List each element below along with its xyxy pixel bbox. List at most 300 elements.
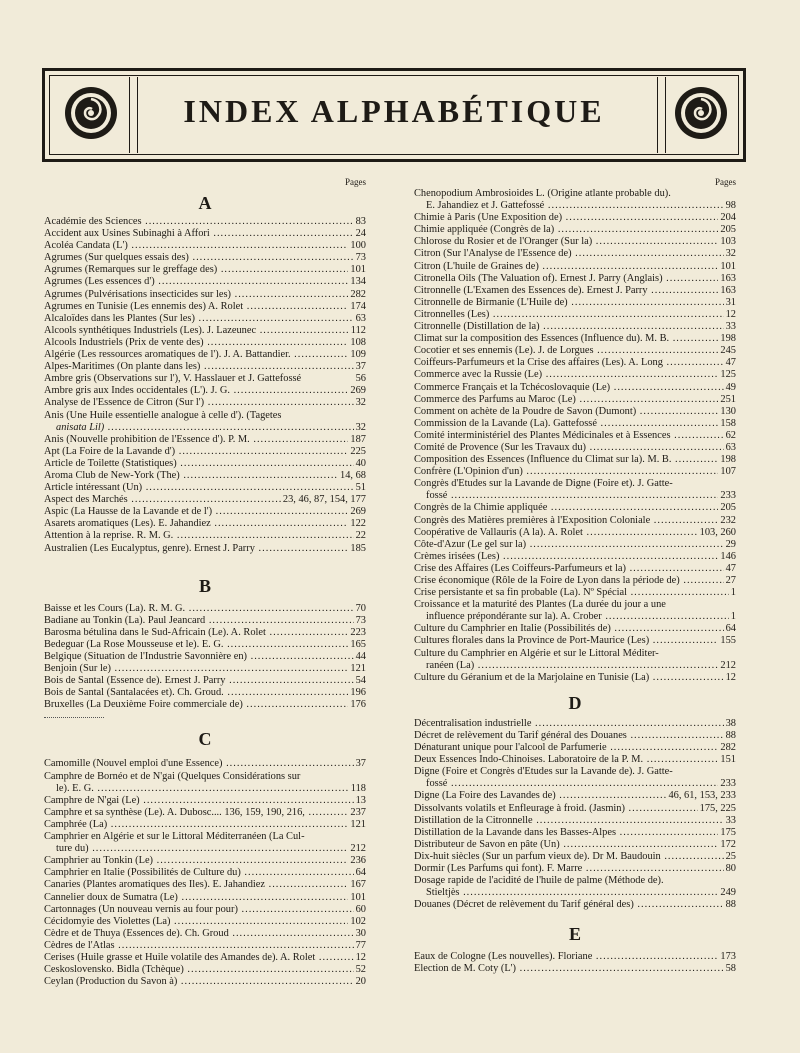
entry-title: influence prépondérante sur la). A. Crober ..... [414,611,729,623]
index-entry [44,904,366,916]
page-number: 1 [730,587,736,599]
index-entry [414,587,736,599]
index-entry [414,454,736,466]
entry-title: Barosma bétulina dans le Sud-Africain (Le). A. Rolet ..... [44,627,348,639]
index-entry [44,422,366,434]
entry-title: Congrès des Matières premières à l'Exposition Coloniale ..... [414,515,718,527]
page-number: 20 [355,976,366,988]
page-number: 130 [720,405,736,417]
entry-title: Académie des Sciences ..... [44,216,354,228]
index-entry [44,916,366,928]
section-c-continued-entries [414,188,736,684]
index-entry [44,663,366,675]
page-number: 158 [720,417,736,429]
page-number: 102 [350,915,366,927]
entry-title: Décentralisation industrielle ..... [414,718,724,730]
page-number: 56 [355,373,366,385]
entry-title: Bois de Santal (Santalacées et). Ch. Groud. ..... [44,687,348,699]
index-entry-first-line: Camphre de Bornéo et de N'gai (Quelques Considérations sur [44,770,301,782]
entry-title: Benjoin (Sur le) ..... [44,663,348,675]
page-number: 40 [355,457,366,469]
index-entry [44,506,366,518]
index-entry [414,418,736,430]
page-number: 101 [350,264,366,276]
entry-title: ture du) ..... [44,843,348,855]
index-entry [414,887,736,899]
index-entry [44,952,366,964]
page-number: 29 [725,538,736,550]
index-entry [414,575,736,587]
entry-title: Crise persistante et sa fin probable (La). Nº Spécial ..... [414,587,729,599]
page-number: 204 [720,212,736,224]
page-number: 33 [725,321,736,333]
index-entry [414,248,736,260]
index-entry-first-line: Ambre gris (Observations sur l'), V. Hasslauer et J. Gattefossé 56 [44,373,366,385]
page-number: 118 [350,782,366,794]
section-e-entries [414,951,736,975]
entry-title: Commerce des Parfums au Maroc (Le) ..... [414,394,718,406]
entry-title: Ceylan (Production du Savon à) ..... [44,976,354,988]
entry-title: Camphrier en Italie (Possibilités de Culture du) ..... [44,867,354,879]
entry-title: E. Jahandiez et J. Gattefossé ..... [414,200,724,212]
page-number: 12 [355,951,366,963]
page-number: 225 [350,445,366,457]
index-entry [44,964,366,976]
index-entry [44,361,366,373]
entry-title: Apt (La Foire de la Lavande d') ..... [44,446,348,458]
entry-title: Citronnelle (Distillation de la) ..... [414,321,724,333]
page-number: 38 [725,717,736,729]
index-entry [414,309,736,321]
index-entry [414,200,736,212]
page-number: 121 [350,663,366,675]
entry-title: Citronella Oils (The Valuation of). Ernest J. Parry (Anglais) ..... [414,273,718,285]
page-number: 1 [730,611,736,623]
index-entry [44,892,366,904]
entry-title: Camphrier au Tonkin (Le) ..... [44,855,348,867]
index-entry [44,867,366,879]
index-entry [44,758,366,770]
entry-title: Agrumes (Remarques sur le greffage des) ..... [44,264,348,276]
index-entry [414,563,736,575]
index-entry [414,285,736,297]
entry-title: Alcools Industriels (Prix de vente des) ..... [44,337,348,349]
right-column [414,176,736,976]
index-entry [44,687,366,699]
entry-title: Baisse et les Cours (La). R. M. G. ..... [44,603,354,615]
index-entry [414,863,736,875]
index-entry [414,297,736,309]
entry-title: Camphre de N'gai (Le) ..... [44,795,354,807]
entry-title: Cécidomyie des Violettes (La) ..... [44,916,348,928]
entry-title: Chlorose du Rosier et de l'Oranger (Sur la) ..... [414,236,718,248]
page-number: 98 [725,200,736,212]
index-entry [414,406,736,418]
entry-title: Côte-d'Azur (Le gel sur la) ..... [414,539,724,551]
page-number: 51 [355,482,366,494]
index-entry [44,228,366,240]
index-entry [414,551,736,563]
index-entry [414,357,736,369]
entry-title: Coopérative de Vallauris (A la). A. Rolet ..... [414,527,698,539]
page-number: 32 [355,421,366,433]
entry-title: anisata Lil) ..... [44,422,354,434]
page-number: 37 [355,758,366,770]
index-entry [414,515,736,527]
page-number: 103, 260 [699,526,736,538]
page-number: 198 [720,333,736,345]
index-entry [44,470,366,482]
index-entry [44,349,366,361]
entry-title: Agrumes en Tunisie (Les ennemis des) A. Rolet ..... [44,301,348,313]
index-entry-first-line: Culture du Camphrier en Algérie et sur le Littoral Méditer- [414,647,659,659]
page-number: 212 [350,843,366,855]
page-number: 282 [720,742,736,754]
page-number: 101 [350,891,366,903]
entry-title: Citron (L'huile de Graines de) ..... [414,261,718,273]
entry-title: Anis (Nouvelle prohibition de l'Essence d'). P. M. ..... [44,434,348,446]
page-number: 163 [720,272,736,284]
entry-title: Confrère (L'Opinion d'un) ..... [414,466,718,478]
page-number: 165 [350,638,366,650]
index-entry [44,615,366,627]
page-title: INDEX ALPHABÉTIQUE [183,93,605,129]
entry-title: Coiffeurs-Parfumeurs et la Crise des affaires (Les). A. Long ..... [414,357,724,369]
page-number: 269 [350,506,366,518]
entry-title: Attention à la reprise. R. M. G. ..... [44,530,354,542]
index-entry [44,928,366,940]
page-number: 52 [355,964,366,976]
index-entry [414,321,736,333]
index-entry [44,879,366,891]
page-number: 172 [720,838,736,850]
entry-title: Comité de Provence (Sur les Travaux du) ..... [414,442,724,454]
index-entry [414,790,736,802]
page-number: 269 [350,385,366,397]
index-entry [414,466,736,478]
title-frame [42,68,746,162]
index-entry [414,333,736,345]
section-letter-d: D [568,692,582,713]
index-entry [414,899,736,911]
page-number: 64 [725,623,736,635]
page-number: 27 [725,575,736,586]
page-number: 80 [725,862,736,874]
entry-title: Dormir (Les Parfums qui font). F. Marre ..... [414,863,724,875]
entry-title: Cèdre et de Thuya (Essences de). Ch. Groud ..... [44,928,354,940]
entry-title: Citronnelles (Les) ..... [414,309,724,321]
page-number: 109 [350,349,366,361]
entry-title: Algérie (Les ressources aromatiques de l'). J. A. Battandier. ..... [44,349,348,361]
page-number: 88 [725,899,736,911]
index-entry [44,325,366,337]
index-entry [414,742,736,754]
entry-title: Agrumes (Sur quelques essais des) ..... [44,252,354,264]
page-number: 47 [725,357,736,369]
page-number: 205 [720,502,736,514]
page-number: 223 [350,626,366,638]
entry-title: ranéen (La) ..... [414,660,718,672]
page-number: 30 [355,927,366,939]
entry-title: Agrumes (Les essences d') ..... [44,276,348,288]
entry-title: Congrès de la Chimie appliquée ..... [414,502,718,514]
page-number: 64 [355,867,366,879]
page-number: 32 [725,248,736,260]
index-entry [414,963,736,975]
section-letter-c: C [198,729,212,750]
index-entry [414,442,736,454]
index-entry [44,240,366,252]
entry-title: Citron (Sur l'Analyse de l'Essence de) ..... [414,248,724,260]
page-number: 13 [355,794,366,806]
section-letter-e: E [568,924,581,945]
entry-title: Ceskoslovensko. Bidla (Tchèque) ..... [44,964,354,976]
entry-title: Distributeur de Savon en pâte (Un) ..... [414,839,718,851]
entry-title: Badiane au Tonkin (La). Paul Jeancard ..... [44,615,354,627]
entry-title: Cerises (Huile grasse et Huile volatile des Amandes de). A. Rolet ..... [44,952,354,964]
page-number: 70 [355,602,366,614]
entry-title: Camphrée (La) ..... [44,819,348,831]
section-b-entries [44,603,366,712]
page-number: 282 [350,288,366,300]
page-number: 60 [355,903,366,915]
page-number: 245 [720,345,736,357]
page-number: 146 [720,550,736,562]
index-entry [44,337,366,349]
index-entry [414,623,736,635]
page-number: 233 [720,490,736,502]
index-entry [414,730,736,742]
entry-title: Distillation de la Lavande dans les Basses-Alpes ..... [414,827,718,839]
page-number: 12 [725,308,736,320]
index-entry [44,783,366,795]
pages-header: Pages [345,177,366,187]
page-number: 63 [725,441,736,453]
index-entry [44,627,366,639]
index-entry [44,434,366,446]
index-entry [44,301,366,313]
pages-header: Pages [715,177,736,187]
page-number: 175 [720,826,736,838]
entry-title: Cartonnages (Un nouveau vernis au four pour) ..... [44,904,354,916]
entry-title: Comité interministériel des Plantes Médicinales et à Essences ..... [414,430,724,442]
page-number: 196 [350,687,366,699]
entry-title: Aroma Club de New-York (The) ..... [44,470,338,482]
index-entry [44,264,366,276]
index-entry-first-line: Digne (Foire et Congrès d'Etudes sur la Lavande de). J. Gatte- [414,766,673,778]
entry-title: Cèdres de l'Atlas ..... [44,940,354,952]
page-number: 174 [350,300,366,312]
entry-title: Crèmes irisées (Les) ..... [414,551,718,563]
page-number: 25 [725,850,736,862]
section-c-entries [44,758,366,988]
index-entry [44,543,366,555]
page-number: 175, 225 [699,802,736,814]
page-number: 49 [725,381,736,393]
index-entry [44,530,366,542]
entry-title: Décret de relèvement du Tarif général des Douanes ..... [414,730,724,742]
index-entry [414,951,736,963]
page-number: 173 [720,951,736,963]
page-number: 233 [720,778,736,790]
page-number: 134 [350,276,366,288]
index-entry [44,252,366,264]
page-number: 125 [720,369,736,381]
page-number: 23, 46, 87, 154, 177 [282,494,366,506]
index-entry [44,289,366,301]
section-letter-a: A [198,193,212,213]
index-entry [44,313,366,325]
entry-title: fossé ..... [414,490,718,502]
page-number: 88 [725,729,736,741]
page-number: 205 [720,224,736,236]
index-entry-first-line: Congrès d'Etudes sur la Lavande de Digne (Foire et). J. Gatte- [414,478,673,490]
entry-title: Camomille (Nouvel emploi d'une Essence) ..... [44,758,354,770]
index-entry [414,224,736,236]
index-entry [414,273,736,285]
entry-title: Commission de la Lavande (La). Gattefossé ..... [414,418,718,430]
entry-title: Agrumes (Pulvérisations insecticides sur les) ..... [44,289,348,301]
index-entry [414,539,736,551]
entry-title: Acoléa Candata (L') ..... [44,240,348,252]
page-number: 198 [720,454,736,466]
entry-title: Climat sur la composition des Essences (Influence du). M. B. ..... [414,333,718,345]
entry-title: Bois de Santal (Essence de). Ernest J. Parry ..... [44,675,354,687]
entry-title: Asarets aromatiques (Les). E. Jahandiez ..... [44,518,348,530]
index-entry [414,672,736,684]
entry-title: Douanes (Décret de relèvement du Tarif général des) ..... [414,899,724,911]
index-entry [44,494,366,506]
index-entry [414,527,736,539]
index-entry [414,502,736,514]
index-entry [414,212,736,224]
index-entry [414,490,736,502]
page-number: 47 [725,562,736,574]
page-number: 112 [350,324,366,336]
index-entry-first-line: Camphrier en Algérie et sur le Littoral Méditerranéen (La Cul- [44,831,305,843]
entry-title: Canaries (Plantes aromatiques des Iles). E. Jahandiez ..... [44,879,348,891]
page-number: 58 [725,963,736,975]
index-entry [44,855,366,867]
page-number: 155 [720,635,736,647]
entry-title: Cannelier doux de Sumatra (Le) ..... [44,892,348,904]
index-entry [414,394,736,406]
index-entry [44,216,366,228]
index-entry [414,815,736,827]
page-number: 251 [720,393,736,405]
page-number: 63 [355,312,366,324]
entry-title: Commerce Français et la Tchécoslovaquie (Le) ..... [414,382,724,394]
page-number: 73 [355,252,366,264]
section-letter-b: B [198,575,211,596]
page-number: 24 [355,228,366,240]
page-number: 107 [720,466,736,478]
entry-title: Dénaturant unique pour l'alcool de Parfumerie ..... [414,742,718,754]
index-entry [414,718,736,730]
page-number: 151 [720,754,736,766]
page-number: 46, 61, 153, 233 [668,790,736,802]
page-number: 73 [355,614,366,626]
page-number: 187 [350,433,366,445]
index-entry [414,261,736,273]
index-entry [414,635,736,647]
index-entry [44,976,366,988]
section-d-entries [414,718,736,912]
page-number: 185 [350,542,366,554]
entry-title: Dissolvants volatils et Enfleurage à froid. (Jasmin) ..... [414,803,698,815]
index-entry [414,803,736,815]
page-number: 249 [720,887,736,899]
entry-title: Alcaloïdes dans les Plantes (Sur les) ..... [44,313,354,325]
entry-title: Chimie appliquée (Congrès de la) ..... [414,224,718,236]
entry-title: Aspic (La Hausse de la Lavande et de l') ..... [44,506,348,518]
index-entry [44,940,366,952]
page-number: 32 [355,397,366,409]
index-entry [414,236,736,248]
page-number: 12 [725,671,736,683]
entry-title: Composition des Essences (Influence du Climat sur la). M. B. ..... [414,454,718,466]
entry-title: Belgique (Situation de l'Industrie Savonnière en) ..... [44,651,354,663]
index-entry [414,345,736,357]
page-number: 176 [350,699,366,711]
index-entry [414,778,736,790]
index-entry [44,518,366,530]
index-entry [44,482,366,494]
page-number: 62 [725,429,736,441]
entry-title: Cultures florales dans la Province de Port-Maurice (Les) ..... [414,635,718,647]
index-entry [414,382,736,394]
page-number: 237 [350,806,366,818]
entry-title: Comment on achète de la Poudre de Savon (Dumont) ..... [414,406,718,418]
page-number: 77 [355,939,366,951]
index-entry [414,369,736,381]
entry-title: Analyse de l'Essence de Citron (Sur l') ..... [44,397,354,409]
page-number: 33 [725,814,736,826]
entry-title: Culture du Camphrier en Italie (Possibilités de) ..... [414,623,724,635]
page-number: 236 [350,855,366,867]
index-entry [44,458,366,470]
section-a-entries [44,216,366,555]
entry-title: fossé ..... [414,778,718,790]
page-number: 108 [350,336,366,348]
index-entry [44,639,366,651]
index-entry [44,843,366,855]
page-number: 103 [720,236,736,248]
entry-title: Accident aux Usines Subinaghi à Affori ..... [44,228,354,240]
index-entry [414,754,736,766]
entry-title: Camphre et sa synthèse (Le). A. Dubosc.... 136, 159, 190, 216, ..... [44,807,348,819]
index-entry [414,611,736,623]
index-entry-first-line: Croissance et la maturité des Plantes (La durée du jour a une [414,599,666,611]
entry-title: Bruxelles (La Deuxième Foire commerciale de) ..... [44,699,348,711]
page-number: 212 [720,659,736,671]
page-number: 37 [355,361,366,373]
index-entry [414,430,736,442]
page-number: 83 [355,216,366,227]
entry-title: Alpes-Maritimes (On plante dans les) ..... [44,361,354,373]
entry-title: Election de M. Coty (L') ..... [414,963,724,975]
page-number: 122 [350,518,366,530]
index-entry [414,827,736,839]
entry-title: Dix-huit siècles (Sur un parfum vieux de). Dr M. Baudouin ..... [414,851,724,863]
entry-title: Crise des Affaires (Les Coiffeurs-Parfumeurs et la) ..... [414,563,724,575]
entry-title: Ambre gris aux Indes occidentales (L'). J. G. ..... [44,385,348,397]
entry-title: Chimie à Paris (Une Exposition de) ..... [414,212,718,224]
index-entry [44,651,366,663]
entry-title: Article de Toilette (Statistiques) ..... [44,458,354,470]
entry-title: Alcools synthétiques Industriels (Les). J. Lazeunec ..... [44,325,349,337]
rose-ornament-icon [673,85,729,141]
